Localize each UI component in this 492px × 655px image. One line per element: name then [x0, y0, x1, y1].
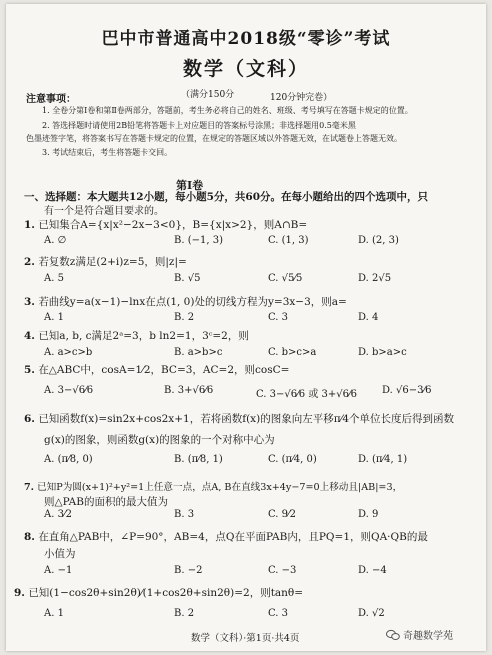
option-d: D. 4: [358, 312, 379, 323]
exam-page: [6, 4, 486, 651]
question-number: 5.: [24, 364, 35, 376]
question-text-line2: 则△PAB的面积的最大值为: [44, 496, 168, 508]
part-title: 一、选择题：本大题共12小题，每小题5分，共60分。在每小题给出的四个选项中，只: [24, 191, 429, 203]
option-b: B. −2: [174, 565, 203, 576]
question-text: 已知函数f(x)=sin2x+cos2x+1，若将函数f(x)的图象向左平移π⁄4个单位长度后得到函数: [38, 413, 455, 425]
option-d: D. 9: [358, 509, 379, 520]
option-b: B. a>b>c: [174, 347, 223, 358]
question-4: [24, 328, 249, 343]
option-a: A. 5: [44, 273, 64, 284]
chat-bubble-icon: [386, 629, 400, 641]
option-d: D. (π⁄4, 1): [358, 454, 408, 465]
attention-item: 2. 答选择题时请使用2B铅笔将答题卡上对应题目的答案标号涂黑；非选择题用0.5毫米黑: [42, 121, 356, 130]
question-number: 3.: [24, 296, 35, 308]
question-number: 9.: [14, 587, 25, 599]
option-d: D. −4: [358, 565, 387, 576]
question-3: [24, 294, 347, 309]
question-text: 已知(1−cos2θ+sin2θ)⁄(1+cos2θ+sin2θ)=2，则tanθ=: [28, 587, 304, 599]
option-c: C. b>c>a: [268, 347, 317, 358]
question-text: 若曲线y=a(x−1)−lnx在点(1, 0)处的切线方程为y=3x−3，则a=: [38, 296, 347, 308]
question-number: 1.: [24, 219, 35, 231]
full-score: （满分150分: [181, 90, 235, 100]
option-b: B. (−1, 3): [174, 235, 223, 246]
option-a: A. 1: [44, 608, 64, 619]
question-number: 2.: [24, 256, 35, 268]
option-b: B. 3: [174, 509, 195, 520]
option-d: D. 2√5: [358, 273, 392, 284]
option-d: D. √6−3⁄6: [382, 385, 432, 396]
question-2: [24, 254, 187, 269]
page-footer: 数学（文科）·第1页·共4页: [191, 633, 300, 644]
option-c: C. (1, 3): [268, 235, 309, 246]
question-5: [24, 362, 289, 377]
option-c: C. −3: [268, 565, 297, 576]
question-text: 已知a, b, c满足2ᵃ=3，b ln2=1，3ᶜ=2，则: [38, 330, 249, 342]
question-number: 6.: [24, 413, 35, 425]
option-b: B. √5: [174, 273, 201, 284]
question-6: [24, 411, 454, 426]
question-1: [24, 217, 307, 232]
question-text: 已知集合A={x|x²−2x−3<0}，B={x|x>2}，则A∩B=: [38, 219, 308, 231]
attention-item: 色墨迹签字笔，将答案书写在答题卡规定的位置，在规定的答题区域以外答题无效，在试题卷上答题无效。: [26, 134, 402, 143]
option-c: C. 3−√6⁄6 或 3+√6⁄6: [256, 389, 358, 400]
option-c: C. 3: [268, 608, 289, 619]
option-b: B. (π⁄8, 1): [174, 454, 223, 465]
option-a: A. 3−√6⁄6: [44, 385, 94, 396]
option-b: B. 2: [174, 312, 195, 323]
part-description: 有一个是符合题目要求的。: [44, 206, 164, 217]
question-7: [24, 479, 402, 493]
section-title: 第Ⅰ卷: [176, 179, 204, 192]
option-d: D. √2: [358, 608, 385, 619]
question-text: 已知P为圆(x+1)²+y²=1上任意一点，点A, B在直线3x+4y−7=0上移动且|AB|=3，: [37, 482, 403, 493]
attention-item: 3. 考试结束后，考生将答题卡交回。: [42, 148, 173, 157]
option-d: D. (2, 3): [358, 235, 399, 246]
option-c: C. √5⁄5: [268, 273, 303, 284]
option-a: A. 3⁄2: [44, 509, 72, 520]
option-d: D. b>a>c: [358, 347, 407, 358]
option-c: C. 3: [268, 312, 289, 323]
option-a: A. 1: [44, 312, 64, 323]
question-9: [14, 585, 303, 600]
attention-label: 注意事项：: [26, 94, 76, 105]
question-number: 7.: [24, 482, 35, 493]
option-a: A. a>c>b: [44, 347, 93, 358]
option-a: A. ∅: [44, 235, 67, 246]
question-text-line2: 小值为: [44, 548, 76, 560]
question-text: 在直角△PAB中，∠P=90°，AB=4，点Q在平面PAB内，且PQ=1，则QA·QB的最: [38, 531, 428, 543]
option-c: C. 9⁄2: [268, 509, 297, 520]
question-text: 若复数z满足(2+i)z=5，则|z|=: [38, 256, 187, 268]
exam-title: 巴中市普通高中2018级“零诊”考试: [101, 29, 391, 49]
watermark: [386, 627, 453, 642]
option-a: A. −1: [44, 565, 73, 576]
option-c: C. (π⁄4, 0): [268, 454, 317, 465]
question-number: 4.: [24, 330, 35, 342]
question-text: 在△ABC中，cosA=1⁄2，BC=3，AC=2，则cosC=: [38, 364, 290, 376]
option-a: A. (π⁄8, 0): [44, 454, 93, 465]
attention-item: 1. 全卷分第Ⅰ卷和第Ⅱ卷两部分，答题前，考生务必将自己的姓名、班级、考号填写在答题卡规定的位置。: [42, 106, 413, 115]
exam-time: 120分钟完卷）: [270, 93, 333, 103]
option-b: B. 2: [174, 608, 195, 619]
option-b: B. 3+√6⁄6: [164, 385, 214, 396]
question-number: 8.: [24, 531, 35, 543]
exam-subject: 数学（文科）: [182, 58, 309, 80]
watermark-text: 奇趣数学苑: [403, 631, 453, 642]
question-8: [24, 529, 428, 544]
question-text-line2: g(x)的图象，则函数g(x)的图象的一个对称中心为: [44, 434, 275, 446]
